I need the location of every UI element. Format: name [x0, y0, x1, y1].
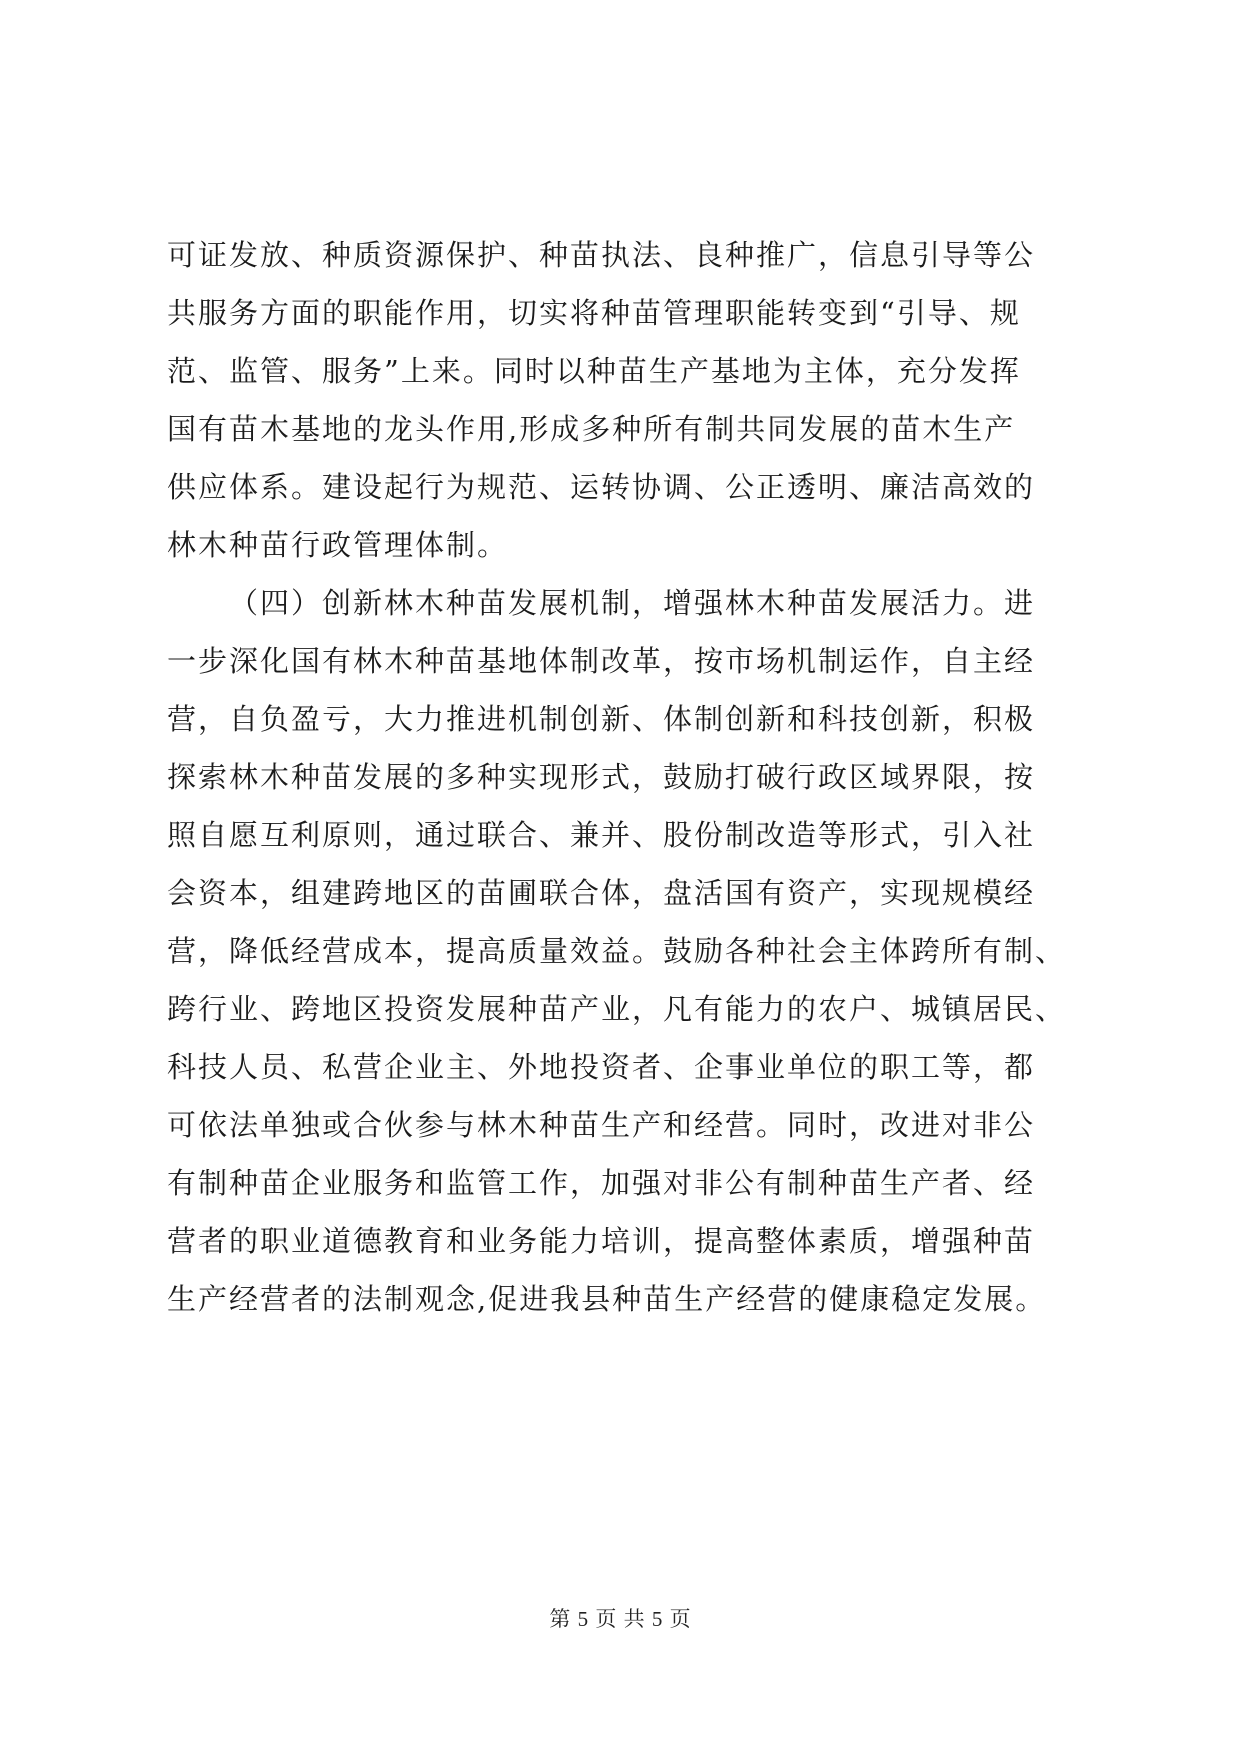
- page-number-footer: 第 5 页 共 5 页: [549, 1607, 692, 1631]
- paragraph-1: [167, 226, 1087, 574]
- text-line: 照自愿互利原则，通过联合、兼并、股份制改造等形式，引入社: [167, 818, 1036, 852]
- text-line: 可依法单独或合伙参与林木种苗生产和经营。同时，改进对非公: [167, 1108, 1036, 1142]
- text-line: 林木种苗行政管理体制。: [167, 528, 509, 562]
- text-line: 国有苗木基地的龙头作用,形成多种所有制共同发展的苗木生产: [167, 412, 1016, 446]
- text-line: 供应体系。建设起行为规范、运转协调、公正透明、廉洁高效的: [167, 470, 1036, 504]
- text-line: （四）创新林木种苗发展机制，增强林木种苗发展活力。进: [229, 586, 1036, 620]
- text-line: 跨行业、跨地区投资发展种苗产业，凡有能力的农户、城镇居民、: [167, 992, 1067, 1026]
- text-line: 会资本，组建跨地区的苗圃联合体，盘活国有资产，实现规模经: [167, 876, 1036, 910]
- text-line: 有制种苗企业服务和监管工作，加强对非公有制种苗生产者、经: [167, 1166, 1036, 1200]
- paragraph-2: [167, 574, 1087, 1328]
- text-line: 探索林木种苗发展的多种实现形式，鼓励打破行政区域界限，按: [167, 760, 1036, 794]
- text-line: 一步深化国有林木种苗基地体制改革，按市场机制运作，自主经: [167, 644, 1036, 678]
- text-line: 营，降低经营成本，提高质量效益。鼓励各种社会主体跨所有制、: [167, 934, 1067, 968]
- body-text: [167, 226, 1087, 1328]
- text-line: 共服务方面的职能作用，切实将种苗管理职能转变到“引导、规: [167, 296, 1021, 330]
- text-line: 营者的职业道德教育和业务能力培训，提高整体素质，增强种苗: [167, 1224, 1036, 1258]
- text-line: 生产经营者的法制观念,促进我县种苗生产经营的健康稳定发展。: [167, 1282, 1047, 1316]
- text-line: 营，自负盈亏，大力推进机制创新、体制创新和科技创新，积极: [167, 702, 1036, 736]
- text-line: 科技人员、私营企业主、外地投资者、企事业单位的职工等，都: [167, 1050, 1036, 1084]
- text-line: 可证发放、种质资源保护、种苗执法、良种推广，信息引导等公: [167, 238, 1036, 272]
- text-line: 范、监管、服务”上来。同时以种苗生产基地为主体，充分发挥: [167, 354, 1021, 388]
